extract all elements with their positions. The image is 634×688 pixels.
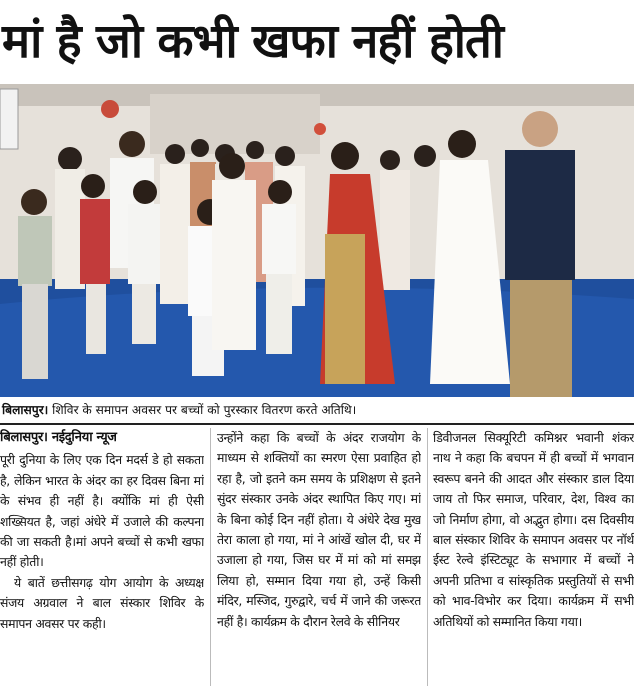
caption-place: बिलासपुर।	[2, 403, 49, 417]
article-column-1	[0, 428, 204, 686]
col2-para1: उन्होंने कहा कि बच्चों के अंदर राजयोग के माध्यम से शक्तियों का स्मरण ऐसा प्रवाहित हो रहा है, जो इतने कम समय के प्रशिक्षण से इतने सुंदर संस्कार उनके अंदर स्थापित किए गए। मां के बिना कोई दिन नहीं होता। ये अंधेरे देख मुख तेरा काला हो गया, मां ने आंखें खोल दी, घर में उजाला हो गया, जिस घर में मां को मां समझ लिया हो, सम्मान दिया गया हो, उन्हें किसी मंदिर, मस्जिद, गुरुद्वारे, चर्च में जाने की जरूरत नहीं है। कार्यक्रम के दौरान रेलवे के सीनियर	[217, 430, 421, 629]
caption-text: शिविर के समापन अवसर पर बच्चों को पुरस्कार वितरण करते अतिथि।	[48, 403, 357, 417]
column-separator	[427, 428, 428, 686]
divider	[0, 423, 634, 425]
article-column-2	[217, 428, 421, 686]
byline: बिलासपुर। नईदुनिया न्यूज	[0, 430, 117, 445]
photo-caption	[0, 399, 634, 421]
col1-para1: पूरी दुनिया के लिए एक दिन मदर्स डे हो सकता है, लेकिन भारत के अंदर का हर दिवस बिना मां के संभव ही नहीं है। क्योंकि मां ही ऐसी शख्सियत है, जहां अंधेरे में उजाले की कल्पना की जा सकती है।मां अपने बच्चों से कभी खफा नहीं होती।	[0, 452, 204, 570]
col1-para2: ये बातें छत्तीसगढ़ योग आयोग के अध्यक्ष संजय अग्रवाल ने बाल संस्कार शिविर के समापन अवसर पर कही।	[0, 574, 204, 631]
article-column-3	[433, 428, 634, 686]
col3-para1: डिवीजनल सिक्यूरिटी कमिश्नर भवानी शंकर नाथ ने कहा कि बचपन में ही बच्चों में भगवान स्वरूप बनने की आदत और संस्कार डाल दिया जाय तो फिर समाज, परिवार, देश, विश्व का जो निर्माण होगा, वो अद्भुत होगा। दस दिवसीय बाल संस्कार शिविर के समापन अवसर पर नॉर्थ ईस्ट रेल्वे इंस्टिट्यूट के सभागार में बच्चों ने अपनी प्रतिभा व सांस्कृतिक प्रस्तुतियों से सभी को भाव-विभोर कर दिया। कार्यक्रम में सभी अतिथियों को सम्मानित किया गया।	[433, 430, 634, 629]
column-separator	[210, 428, 211, 686]
headline: मां है जो कभी खफा नहीं होती	[2, 14, 503, 69]
news-photo	[0, 84, 634, 397]
photo-award-ceremony-icon	[0, 84, 634, 397]
